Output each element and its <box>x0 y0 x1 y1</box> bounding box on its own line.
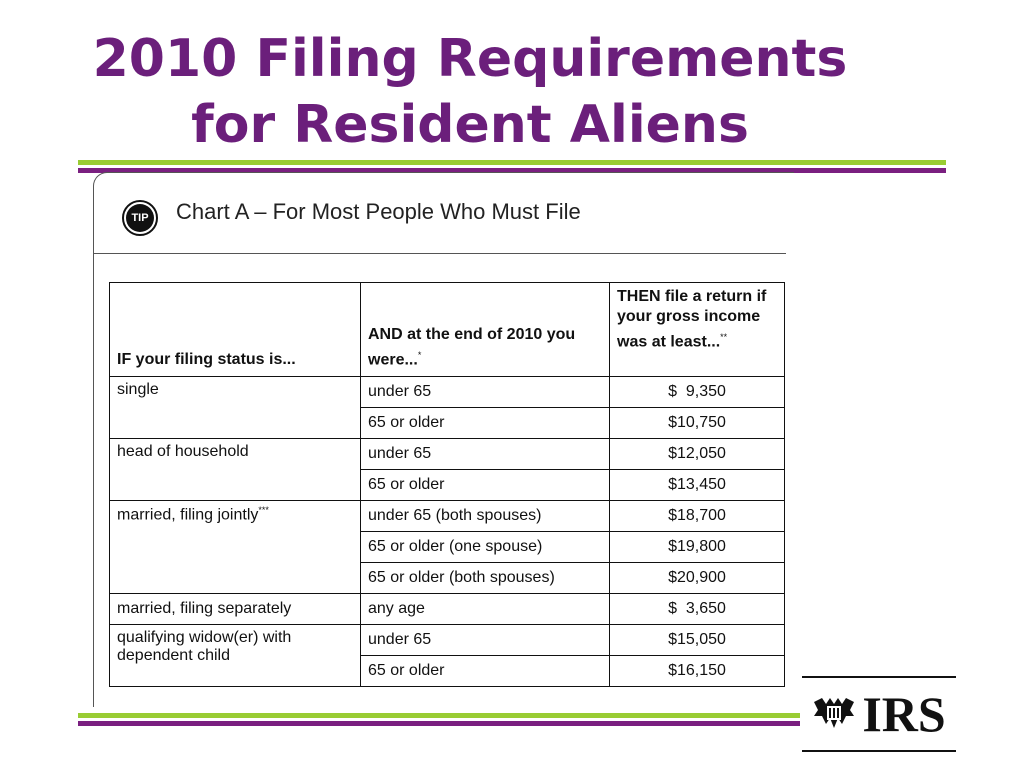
title-line-2: for Resident Aliens <box>191 95 749 155</box>
table-header-row <box>110 283 785 377</box>
table-row <box>110 625 785 656</box>
title-line-1: 2010 Filing Requirements <box>92 29 848 89</box>
amount-cell: $13,450 <box>610 470 785 501</box>
irs-logo-text: IRS <box>862 686 946 742</box>
filing-requirements-table <box>109 282 785 687</box>
amount-cell: $18,700 <box>610 501 785 532</box>
tip-icon <box>122 200 158 236</box>
bottom-green-rule <box>78 713 800 718</box>
age-cell: any age <box>361 594 610 625</box>
age-cell: under 65 <box>361 625 610 656</box>
irs-logo <box>802 676 956 752</box>
amount-cell: $20,900 <box>610 563 785 594</box>
chart-title: Chart A – For Most People Who Must File <box>176 199 581 224</box>
slide-title <box>0 26 940 158</box>
table-row <box>110 439 785 470</box>
age-cell: under 65 <box>361 377 610 408</box>
top-green-rule <box>78 160 946 165</box>
status-cell: head of household <box>110 439 361 501</box>
age-cell: 65 or older <box>361 470 610 501</box>
header-gross-income: THEN file a return if your gross income was at least...** <box>610 283 785 377</box>
amount-cell: $15,050 <box>610 625 785 656</box>
chart-frame-separator <box>93 253 786 254</box>
amount-cell: $19,800 <box>610 532 785 563</box>
amount-cell: $12,050 <box>610 439 785 470</box>
age-cell: under 65 (both spouses) <box>361 501 610 532</box>
bottom-purple-rule <box>78 721 800 726</box>
tip-label: TIP <box>126 204 154 232</box>
header-filing-status: IF your filing status is... <box>110 283 361 377</box>
amount-cell: $ 3,650 <box>610 594 785 625</box>
status-cell: married, filing jointly*** <box>110 501 361 594</box>
status-cell: single <box>110 377 361 439</box>
amount-cell: $16,150 <box>610 656 785 687</box>
age-cell: 65 or older <box>361 408 610 439</box>
age-cell: under 65 <box>361 439 610 470</box>
age-cell: 65 or older (one spouse) <box>361 532 610 563</box>
table-row <box>110 594 785 625</box>
header-age: AND at the end of 2010 you were...* <box>361 283 610 377</box>
table-row <box>110 501 785 532</box>
eagle-icon <box>812 694 856 734</box>
table-row <box>110 377 785 408</box>
status-cell: qualifying widow(er) with dependent child <box>110 625 361 687</box>
amount-cell: $10,750 <box>610 408 785 439</box>
status-cell: married, filing separately <box>110 594 361 625</box>
age-cell: 65 or older <box>361 656 610 687</box>
age-cell: 65 or older (both spouses) <box>361 563 610 594</box>
amount-cell: $ 9,350 <box>610 377 785 408</box>
